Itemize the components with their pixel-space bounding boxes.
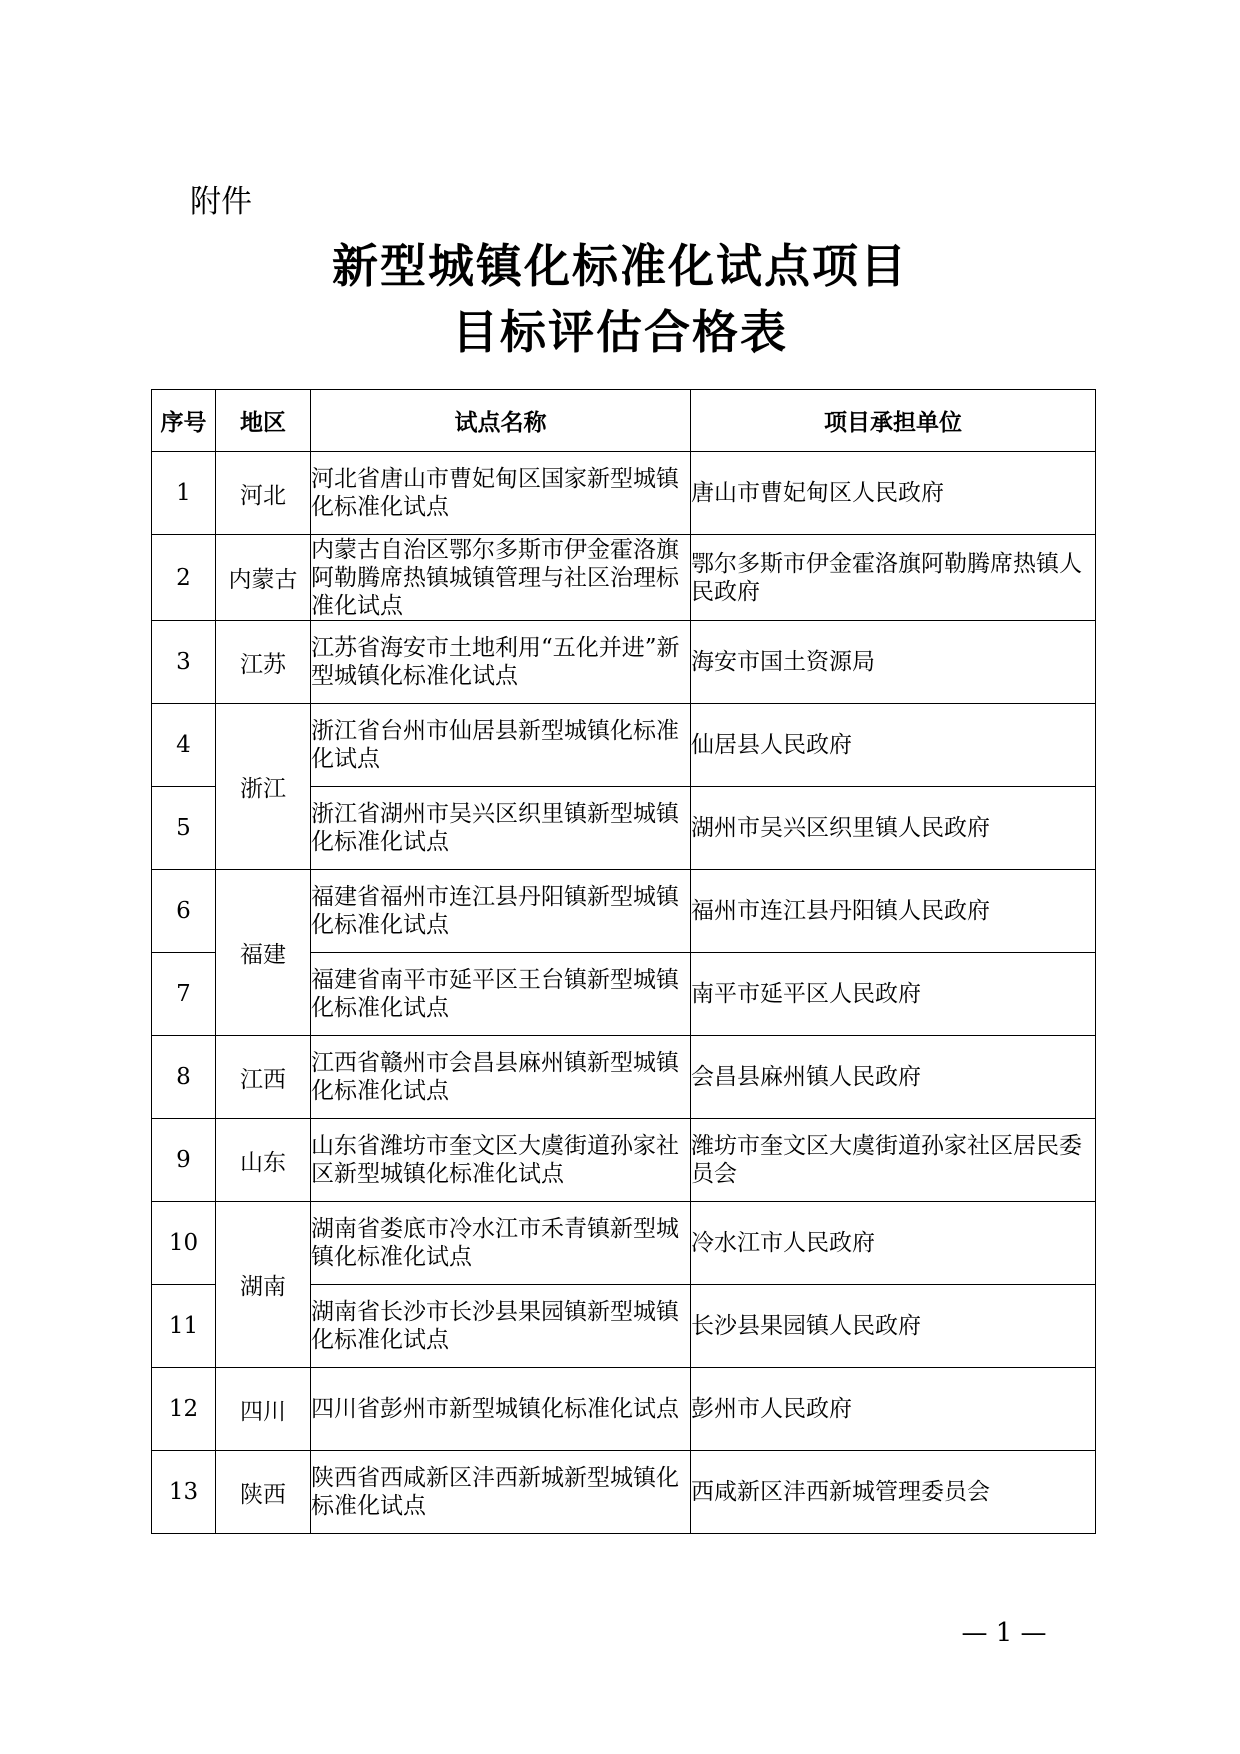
row-pilot-name: 山东省潍坊市奎文区大虞街道孙家社区新型城镇化标准化试点	[311, 1119, 691, 1202]
row-region: 浙江	[216, 704, 311, 870]
page-number: — 1 —	[961, 1618, 1047, 1648]
col-header-unit: 项目承担单位	[691, 390, 1096, 452]
table-row	[152, 704, 1096, 787]
row-pilot-name: 河北省唐山市曹妃甸区国家新型城镇化标准化试点	[311, 452, 691, 535]
row-unit: 福州市连江县丹阳镇人民政府	[691, 870, 1096, 953]
row-pilot-name: 四川省彭州市新型城镇化标准化试点	[311, 1368, 691, 1451]
row-number: 5	[152, 787, 216, 870]
table-row	[152, 535, 1096, 621]
row-unit: 冷水江市人民政府	[691, 1202, 1096, 1285]
table-header-row	[152, 390, 1096, 452]
table-row	[152, 1451, 1096, 1534]
row-region: 河北	[216, 452, 311, 535]
row-region: 江苏	[216, 621, 311, 704]
row-unit: 南平市延平区人民政府	[691, 953, 1096, 1036]
row-pilot-name: 江西省赣州市会昌县麻州镇新型城镇化标准化试点	[311, 1036, 691, 1119]
table-row	[152, 1036, 1096, 1119]
table-row	[152, 1368, 1096, 1451]
row-pilot-name: 浙江省台州市仙居县新型城镇化标准化试点	[311, 704, 691, 787]
row-unit: 潍坊市奎文区大虞街道孙家社区居民委员会	[691, 1119, 1096, 1202]
row-unit: 长沙县果园镇人民政府	[691, 1285, 1096, 1368]
row-pilot-name: 陕西省西咸新区沣西新城新型城镇化标准化试点	[311, 1451, 691, 1534]
row-number: 6	[152, 870, 216, 953]
row-region: 山东	[216, 1119, 311, 1202]
row-number: 1	[152, 452, 216, 535]
row-pilot-name: 湖南省娄底市冷水江市禾青镇新型城镇化标准化试点	[311, 1202, 691, 1285]
row-unit: 湖州市吴兴区织里镇人民政府	[691, 787, 1096, 870]
row-pilot-name: 福建省福州市连江县丹阳镇新型城镇化标准化试点	[311, 870, 691, 953]
row-unit: 西咸新区沣西新城管理委员会	[691, 1451, 1096, 1534]
row-number: 9	[152, 1119, 216, 1202]
row-number: 8	[152, 1036, 216, 1119]
row-number: 11	[152, 1285, 216, 1368]
row-pilot-name: 内蒙古自治区鄂尔多斯市伊金霍洛旗阿勒腾席热镇城镇管理与社区治理标准化试点	[311, 535, 691, 621]
table-row	[152, 452, 1096, 535]
row-region: 陕西	[216, 1451, 311, 1534]
table-row	[152, 1119, 1096, 1202]
row-unit: 海安市国土资源局	[691, 621, 1096, 704]
row-region: 四川	[216, 1368, 311, 1451]
row-number: 10	[152, 1202, 216, 1285]
row-number: 3	[152, 621, 216, 704]
row-number: 2	[152, 535, 216, 621]
row-number: 13	[152, 1451, 216, 1534]
table-row	[152, 621, 1096, 704]
row-pilot-name: 福建省南平市延平区王台镇新型城镇化标准化试点	[311, 953, 691, 1036]
row-number: 4	[152, 704, 216, 787]
table-row	[152, 1202, 1096, 1285]
page-title-line1: 新型城镇化标准化试点项目	[332, 239, 908, 293]
attachment-label: 附件	[190, 184, 252, 220]
row-unit: 彭州市人民政府	[691, 1368, 1096, 1451]
col-header-number: 序号	[152, 390, 216, 452]
row-unit: 会昌县麻州镇人民政府	[691, 1036, 1096, 1119]
col-header-pilot-name: 试点名称	[311, 390, 691, 452]
page-number-wrapper	[0, 1618, 1240, 1648]
row-unit: 鄂尔多斯市伊金霍洛旗阿勒腾席热镇人民政府	[691, 535, 1096, 621]
row-pilot-name: 湖南省长沙市长沙县果园镇新型城镇化标准化试点	[311, 1285, 691, 1368]
row-unit: 唐山市曹妃甸区人民政府	[691, 452, 1096, 535]
row-pilot-name: 江苏省海安市土地利用“五化并进”新型城镇化标准化试点	[311, 621, 691, 704]
row-region: 福建	[216, 870, 311, 1036]
row-pilot-name: 浙江省湖州市吴兴区织里镇新型城镇化标准化试点	[311, 787, 691, 870]
row-region: 江西	[216, 1036, 311, 1119]
table-row	[152, 870, 1096, 953]
page-title-line2: 目标评估合格表	[452, 305, 788, 359]
row-region: 内蒙古	[216, 535, 311, 621]
pilot-table	[151, 389, 1096, 1534]
col-header-region: 地区	[216, 390, 311, 452]
row-number: 7	[152, 953, 216, 1036]
row-unit: 仙居县人民政府	[691, 704, 1096, 787]
row-number: 12	[152, 1368, 216, 1451]
row-region: 湖南	[216, 1202, 311, 1368]
